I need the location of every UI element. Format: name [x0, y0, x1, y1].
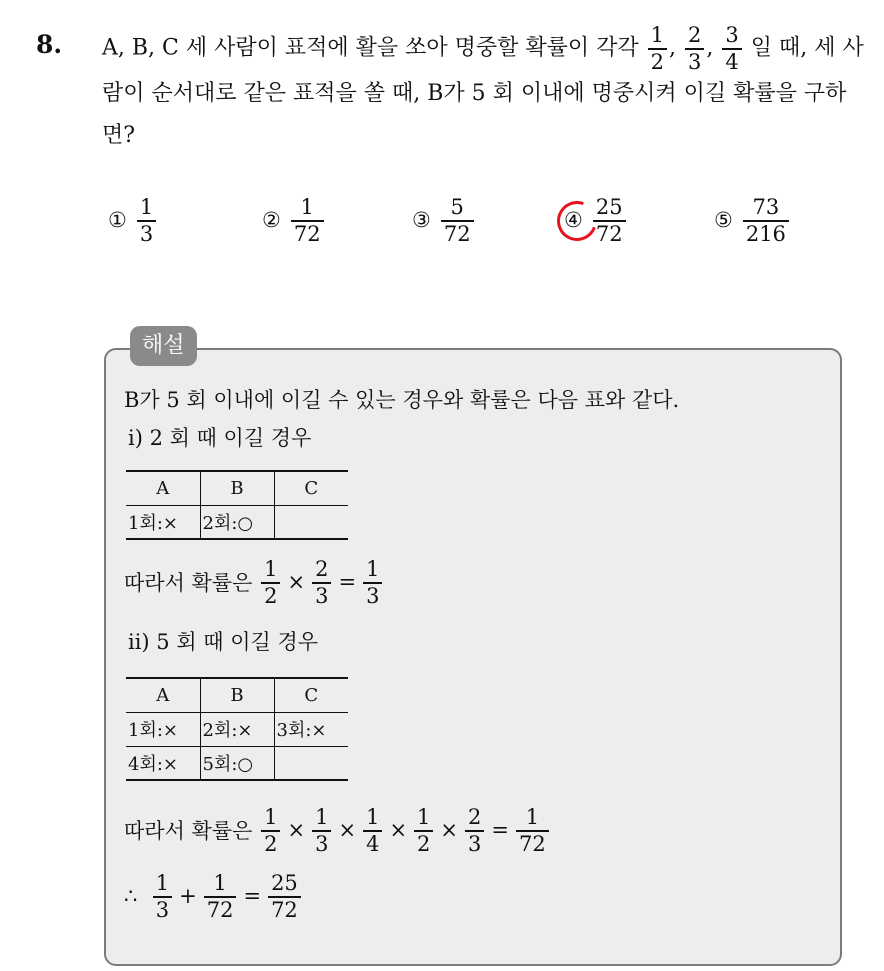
answer-choices: [108, 196, 868, 260]
fraction: $\frac{1}{4}$: [363, 806, 382, 855]
case-1-table: [126, 470, 348, 540]
equals-operator: =: [491, 818, 510, 843]
question-text: [102, 24, 872, 157]
fraction: $\frac{1}{2}$: [414, 806, 433, 855]
table-cell: 1회:×: [126, 505, 200, 539]
times-operator: ×: [338, 818, 357, 843]
separator: ,: [668, 35, 676, 61]
table-row: [126, 505, 348, 539]
fraction: $\frac{1}{3}$: [312, 806, 331, 855]
table-cell: 2회:○: [200, 505, 274, 539]
question-number: 8.: [36, 30, 63, 59]
solution-intro: B가 5 회 이내에 이길 수 있는 경우와 확률은 다음 표와 같다.: [124, 388, 680, 412]
calc-prefix: 따라서 확률은: [124, 819, 253, 844]
prob-c-fraction: $\frac{3}{4}$: [722, 24, 741, 73]
table-cell: 2회:×: [200, 712, 274, 746]
calc-prefix: 따라서 확률은: [124, 571, 253, 596]
choice-4[interactable]: [564, 196, 628, 245]
table-cell: [274, 505, 348, 539]
fraction: $\frac{1}{2}$: [261, 558, 280, 607]
table-cell: 1회:×: [126, 712, 200, 746]
case-1-calculation: [124, 558, 384, 607]
final-calculation: [124, 872, 303, 921]
times-operator: ×: [440, 818, 459, 843]
choice-5[interactable]: [714, 196, 791, 245]
table-row: [126, 712, 348, 746]
choice-4-fraction: $\frac{25}{72}$: [593, 196, 626, 245]
choice-1-fraction: $\frac{1}{3}$: [137, 196, 156, 245]
table-cell: 4회:×: [126, 746, 200, 780]
choice-1-mark: ①: [108, 208, 127, 233]
plus-operator: +: [179, 884, 197, 909]
choice-1[interactable]: [108, 196, 158, 245]
header-c: C: [274, 678, 348, 712]
case-2-table: [126, 677, 348, 781]
choice-5-mark: ⑤: [714, 208, 733, 233]
solution-tab-label: 해설: [130, 326, 197, 366]
table-header-row: [126, 678, 348, 712]
table-cell: [274, 746, 348, 780]
case-2-title: ⅱ) 5 회 때 이길 경우: [128, 630, 319, 654]
header-b: B: [200, 471, 274, 505]
choice-3-mark: ③: [412, 208, 431, 233]
header-a: A: [126, 678, 200, 712]
choice-3-fraction: $\frac{5}{72}$: [441, 196, 474, 245]
fraction: $\frac{1}{2}$: [261, 806, 280, 855]
table-header-row: [126, 471, 348, 505]
table-cell: 3회:×: [274, 712, 348, 746]
result-fraction: $\frac{25}{72}$: [268, 872, 301, 921]
choice-4-mark: ④: [564, 208, 583, 232]
result-fraction: $\frac{1}{72}$: [516, 806, 549, 855]
question-text-after: 일 때, 세 사람이 순서대로 같은 표적을 쏠 때, B가 5 회 이내에 명중시켜 이길 확률을 구하면?: [102, 35, 864, 148]
choice-2-fraction: $\frac{1}{72}$: [291, 196, 324, 245]
table-row: [126, 746, 348, 780]
times-operator: ×: [287, 570, 306, 595]
equals-operator: =: [243, 884, 262, 909]
result-fraction: $\frac{1}{3}$: [363, 558, 382, 607]
therefore-symbol: ∴: [124, 884, 138, 909]
fraction: $\frac{2}{3}$: [312, 558, 331, 607]
case-2-calculation: [124, 806, 551, 855]
equals-operator: =: [338, 570, 357, 595]
prob-b-fraction: $\frac{2}{3}$: [685, 24, 704, 73]
choice-2-mark: ②: [262, 208, 281, 233]
fraction: $\frac{2}{3}$: [465, 806, 484, 855]
case-1-title: ⅰ) 2 회 때 이길 경우: [128, 426, 312, 450]
choice-2[interactable]: [262, 196, 326, 245]
times-operator: ×: [389, 818, 408, 843]
choice-5-fraction: $\frac{73}{216}$: [743, 196, 789, 245]
header-c: C: [274, 471, 348, 505]
separator: ,: [706, 35, 714, 61]
times-operator: ×: [287, 818, 306, 843]
prob-a-fraction: $\frac{1}{2}$: [648, 24, 667, 73]
header-a: A: [126, 471, 200, 505]
fraction: $\frac{1}{3}$: [153, 872, 172, 921]
header-b: B: [200, 678, 274, 712]
question-text-before: A, B, C 세 사람이 표적에 활을 쏘아 명중할 확률이 각각: [102, 35, 639, 61]
fraction: $\frac{1}{72}$: [204, 872, 237, 921]
table-cell: 5회:○: [200, 746, 274, 780]
choice-3[interactable]: [412, 196, 476, 245]
